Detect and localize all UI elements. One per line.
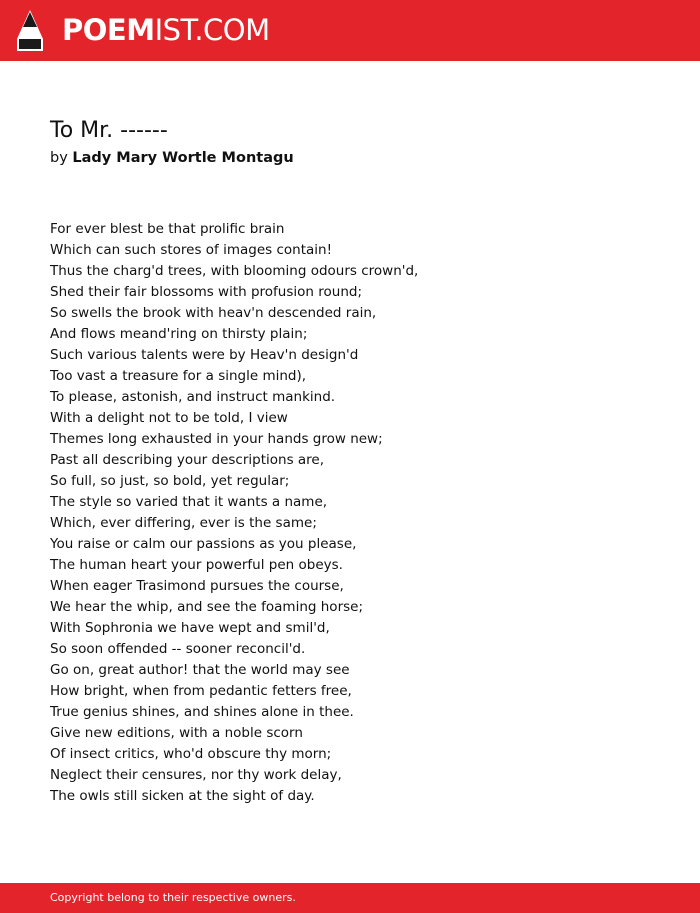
poem-line: So full, so just, so bold, yet regular; <box>50 473 290 489</box>
poem-line: The owls still sicken at the sight of day. <box>50 788 315 804</box>
poem-line: When eager Trasimond pursues the course, <box>50 578 344 594</box>
poem-line: Of insect critics, who'd obscure thy morn; <box>50 746 332 762</box>
poem-line: With a delight not to be told, I view <box>50 410 288 426</box>
poem-line: Neglect their censures, nor thy work delay, <box>50 767 342 783</box>
poem-author: Lady Mary Wortle Montagu <box>72 150 294 166</box>
poem-byline <box>50 148 294 168</box>
logo-bold-text: POEM <box>62 13 155 47</box>
poem-line: So soon offended -- sooner reconcil'd. <box>50 641 306 657</box>
poem-line: So swells the brook with heav'n descended rain, <box>50 305 377 321</box>
poem-line: Shed their fair blossoms with profusion round; <box>50 284 362 300</box>
poem-title: To Mr. ------ <box>50 118 168 143</box>
poem-line: And flows meand'ring on thirsty plain; <box>50 326 308 342</box>
poem-line: For ever blest be that prolific brain <box>50 221 285 237</box>
poem-line: Which can such stores of images contain! <box>50 242 332 258</box>
poem-line: Thus the charg'd trees, with blooming odours crown'd, <box>50 263 419 279</box>
poem-line: Past all describing your descriptions are, <box>50 452 325 468</box>
site-header <box>0 0 700 61</box>
poem-line: To please, astonish, and instruct mankind. <box>50 389 336 405</box>
logo-light-text: IST.COM <box>154 13 270 47</box>
poem-line: Too vast a treasure for a single mind), <box>50 368 307 384</box>
poem-line: How bright, when from pedantic fetters free, <box>50 683 352 699</box>
copyright-text: Copyright belong to their respective owners. <box>50 891 296 904</box>
poem-line: Which, ever differing, ever is the same; <box>50 515 317 531</box>
poem-line: Such various talents were by Heav'n design'd <box>50 347 359 363</box>
pencil-tip-icon <box>16 9 44 52</box>
poem-line: The style so varied that it wants a name, <box>50 494 328 510</box>
site-logo[interactable] <box>62 12 270 48</box>
poem-line: The human heart your powerful pen obeys. <box>50 557 343 573</box>
poem-line: Themes long exhausted in your hands grow new; <box>50 431 383 447</box>
poem-line: You raise or calm our passions as you please, <box>50 536 357 552</box>
poem-line: With Sophronia we have wept and smil'd, <box>50 620 330 636</box>
site-footer <box>0 883 700 913</box>
by-label: by <box>50 150 68 166</box>
poem-line: True genius shines, and shines alone in thee. <box>50 704 354 720</box>
poem-body <box>50 219 650 807</box>
poem-line: Go on, great author! that the world may see <box>50 662 350 678</box>
poem-line: Give new editions, with a noble scorn <box>50 725 303 741</box>
poem-line: We hear the whip, and see the foaming horse; <box>50 599 364 615</box>
